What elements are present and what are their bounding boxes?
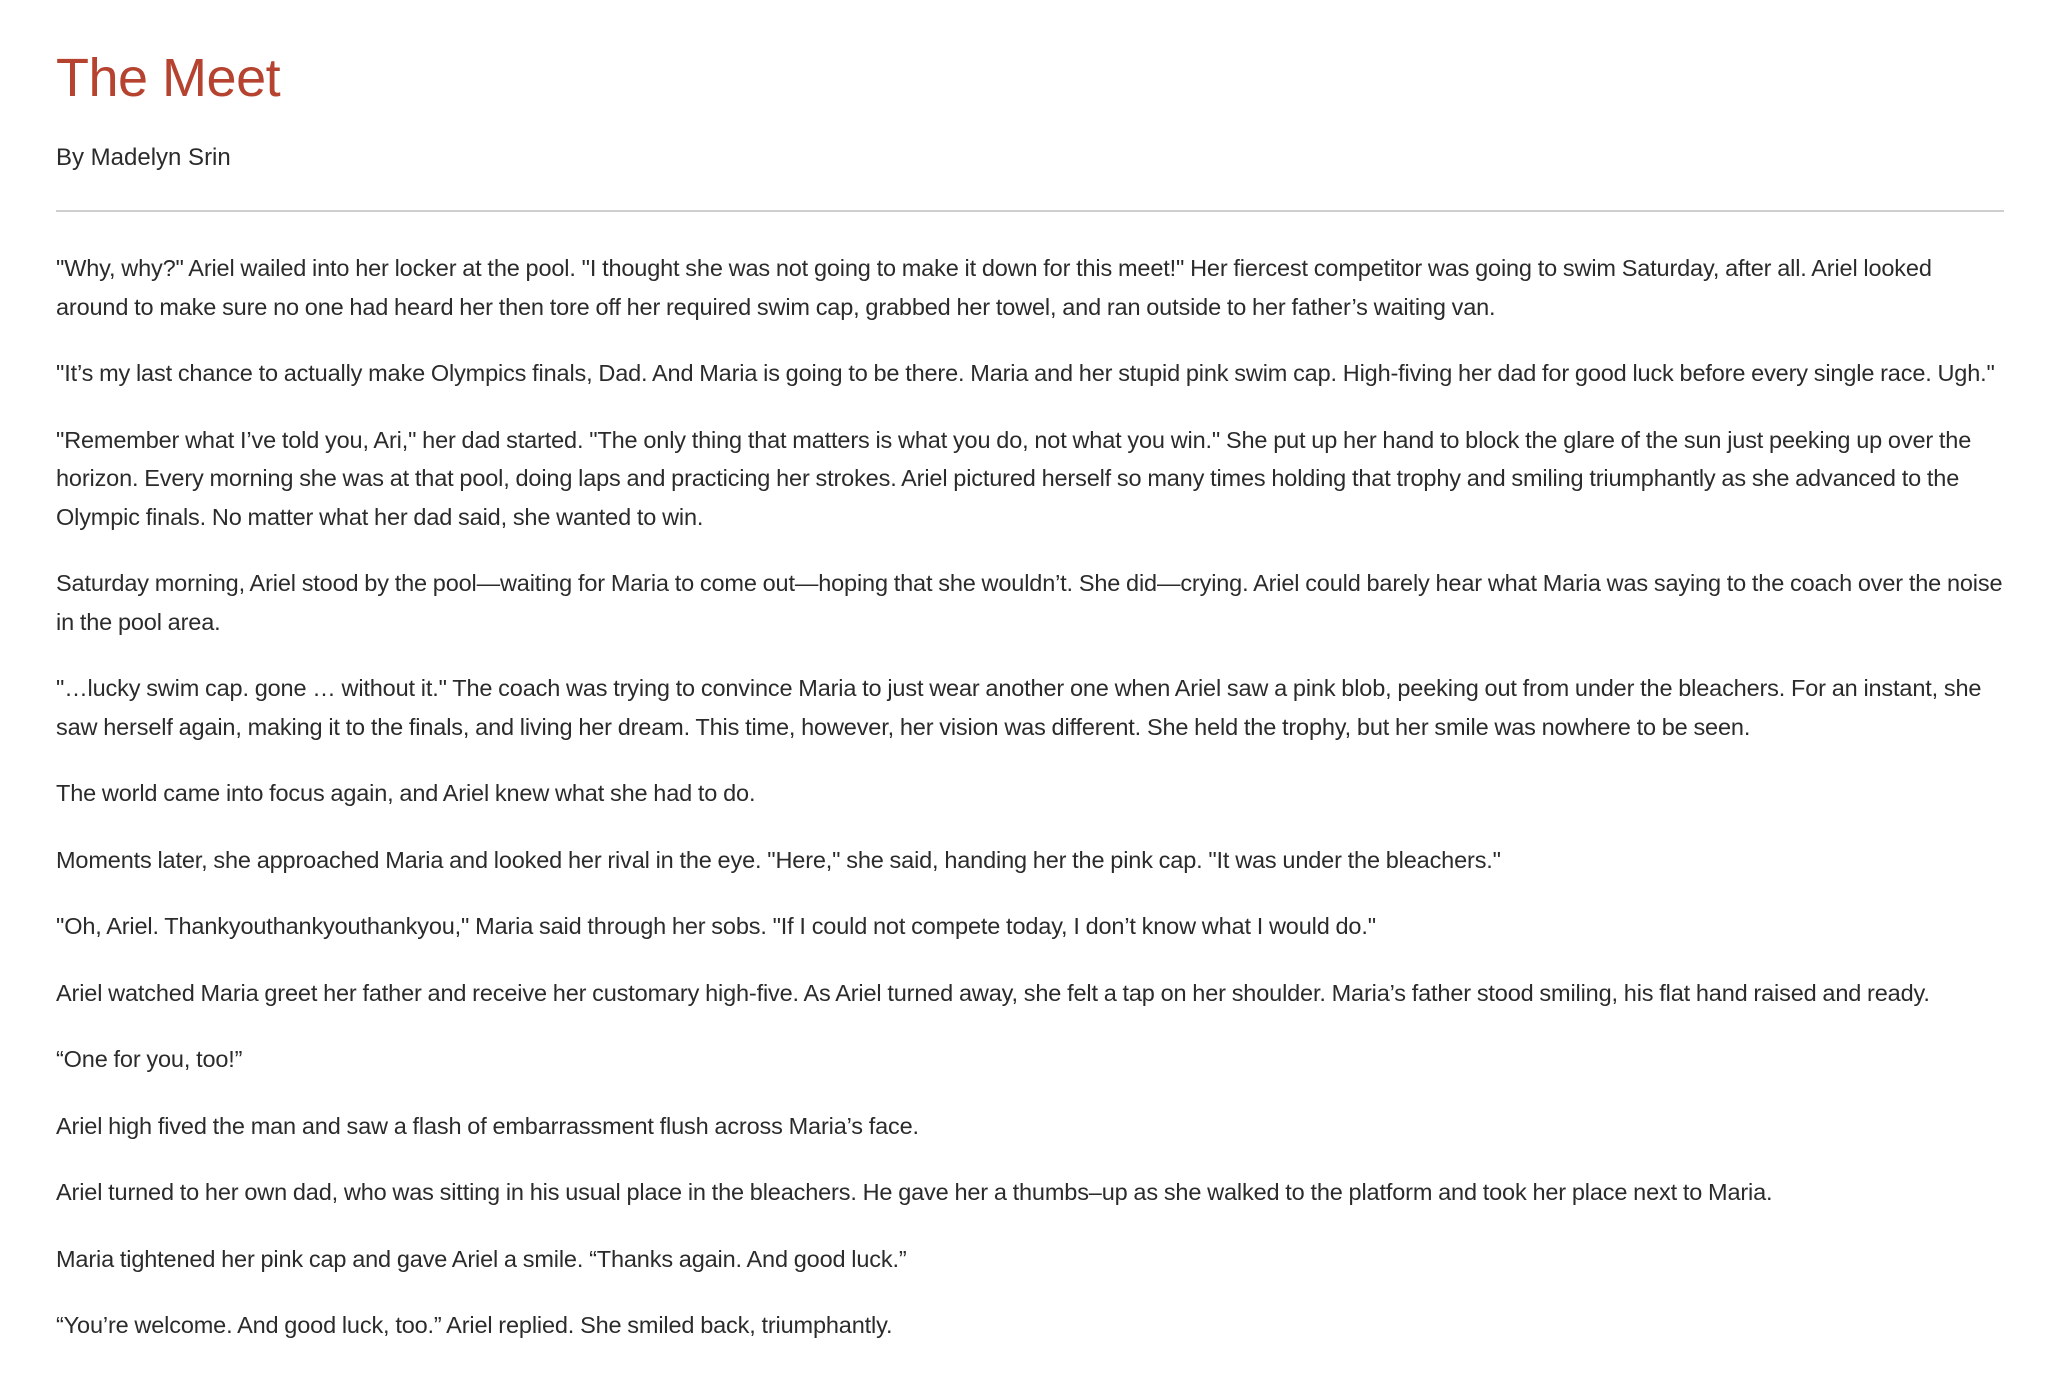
article-title: The Meet (56, 48, 281, 108)
story-paragraph: “You’re welcome. And good luck, too.” Ariel replied. She smiled back, triumphantly. (56, 1312, 893, 1338)
story-paragraph: Ariel turned to her own dad, who was sitting in his usual place in the bleachers. He gave her a thumbs–up as she walked to the platform and took her place next to Maria. (56, 1179, 1773, 1205)
story-paragraph: "Why, why?" Ariel wailed into her locker at the pool. "I thought she was not going to make it down for this meet!" Her fiercest competitor was going to swim Saturday, after all. Ariel looked around to make sure no one had heard her then tore off her required swim cap, grabbed her towel, and ran outside to her father’s waiting van. (56, 255, 1932, 320)
story-paragraph: "…lucky swim cap. gone … without it." The coach was trying to convince Maria to just wear another one when Ariel saw a pink blob, peeking out from under the bleachers. For an instant, she saw herself again, making it to the finals, and living her dream. This time, however, her vision was different. She held the trophy, but her smile was nowhere to be seen. (56, 675, 1982, 740)
story-paragraph: Moments later, she approached Maria and looked her rival in the eye. "Here," she said, handing her the pink cap. "It was under the bleachers." (56, 846, 1501, 873)
story-paragraph: "Remember what I’ve told you, Ari," her dad started. "The only thing that matters is what you do, not what you win." She put up her hand to block the glare of the sun just peeking up over the horizon. Every morning she was at that pool, doing laps and practicing her strokes. Ariel pictured herself so many times holding that trophy and smiling triumphantly as she advanced to the Olympic finals. No matter what her dad said, she wanted to win. (56, 426, 1972, 530)
story-paragraph: Saturday morning, Ariel stood by the pool—waiting for Maria to come out—hoping that she wouldn’t. She did—crying. Ariel could barely hear what Maria was saying to the coach over the noise in the pool area. (56, 570, 2003, 635)
article-byline: By Madelyn Srin (56, 144, 231, 171)
story-paragraph: Maria tightened her pink cap and gave Ariel a smile. “Thanks again. And good luck.” (56, 1245, 907, 1272)
title-divider (56, 210, 2004, 212)
story-paragraph: Ariel watched Maria greet her father and receive her customary high-five. As Ariel turned away, she felt a tap on her shoulder. Maria’s father stood smiling, his flat hand raised and ready. (56, 979, 1930, 1006)
story-paragraph: “One for you, too!” (56, 1046, 243, 1072)
story-body (56, 249, 2006, 1373)
story-paragraph: "It’s my last chance to actually make Olympics finals, Dad. And Maria is going to be there. Maria and her stupid pink swim cap. High-fiving her dad for good luck before every single race. Ugh." (56, 360, 1995, 386)
story-paragraph: The world came into focus again, and Ariel knew what she had to do. (56, 780, 756, 806)
story-paragraph: Ariel high fived the man and saw a flash of embarrassment flush across Maria’s face. (56, 1112, 919, 1139)
story-paragraph: "Oh, Ariel. Thankyouthankyouthankyou," Maria said through her sobs. "If I could not compete today, I don’t know what I would do." (56, 913, 1376, 939)
